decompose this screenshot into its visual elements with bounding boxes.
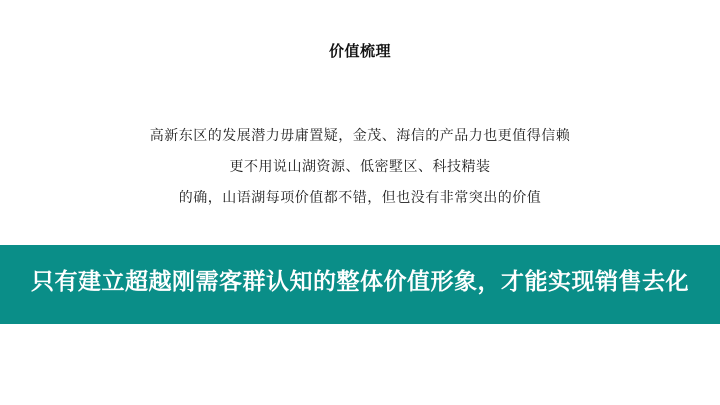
slide-body: [0, 120, 720, 213]
slide-title: 价值梳理: [328, 43, 391, 60]
body-line-1: 高新东区的发展潜力毋庸置疑，金茂、海信的产品力也更值得信赖: [149, 127, 571, 143]
key-message-text: 只有建立超越刚需客群认知的整体价值形象，才能实现销售去化: [31, 268, 689, 294]
body-line-3: 的确，山语湖每项价值都不错，但也没有非常突出的价值: [178, 189, 542, 205]
key-message-banner: [0, 245, 720, 324]
body-line-2: 更不用说山湖资源、低密墅区、科技精装: [229, 158, 491, 174]
